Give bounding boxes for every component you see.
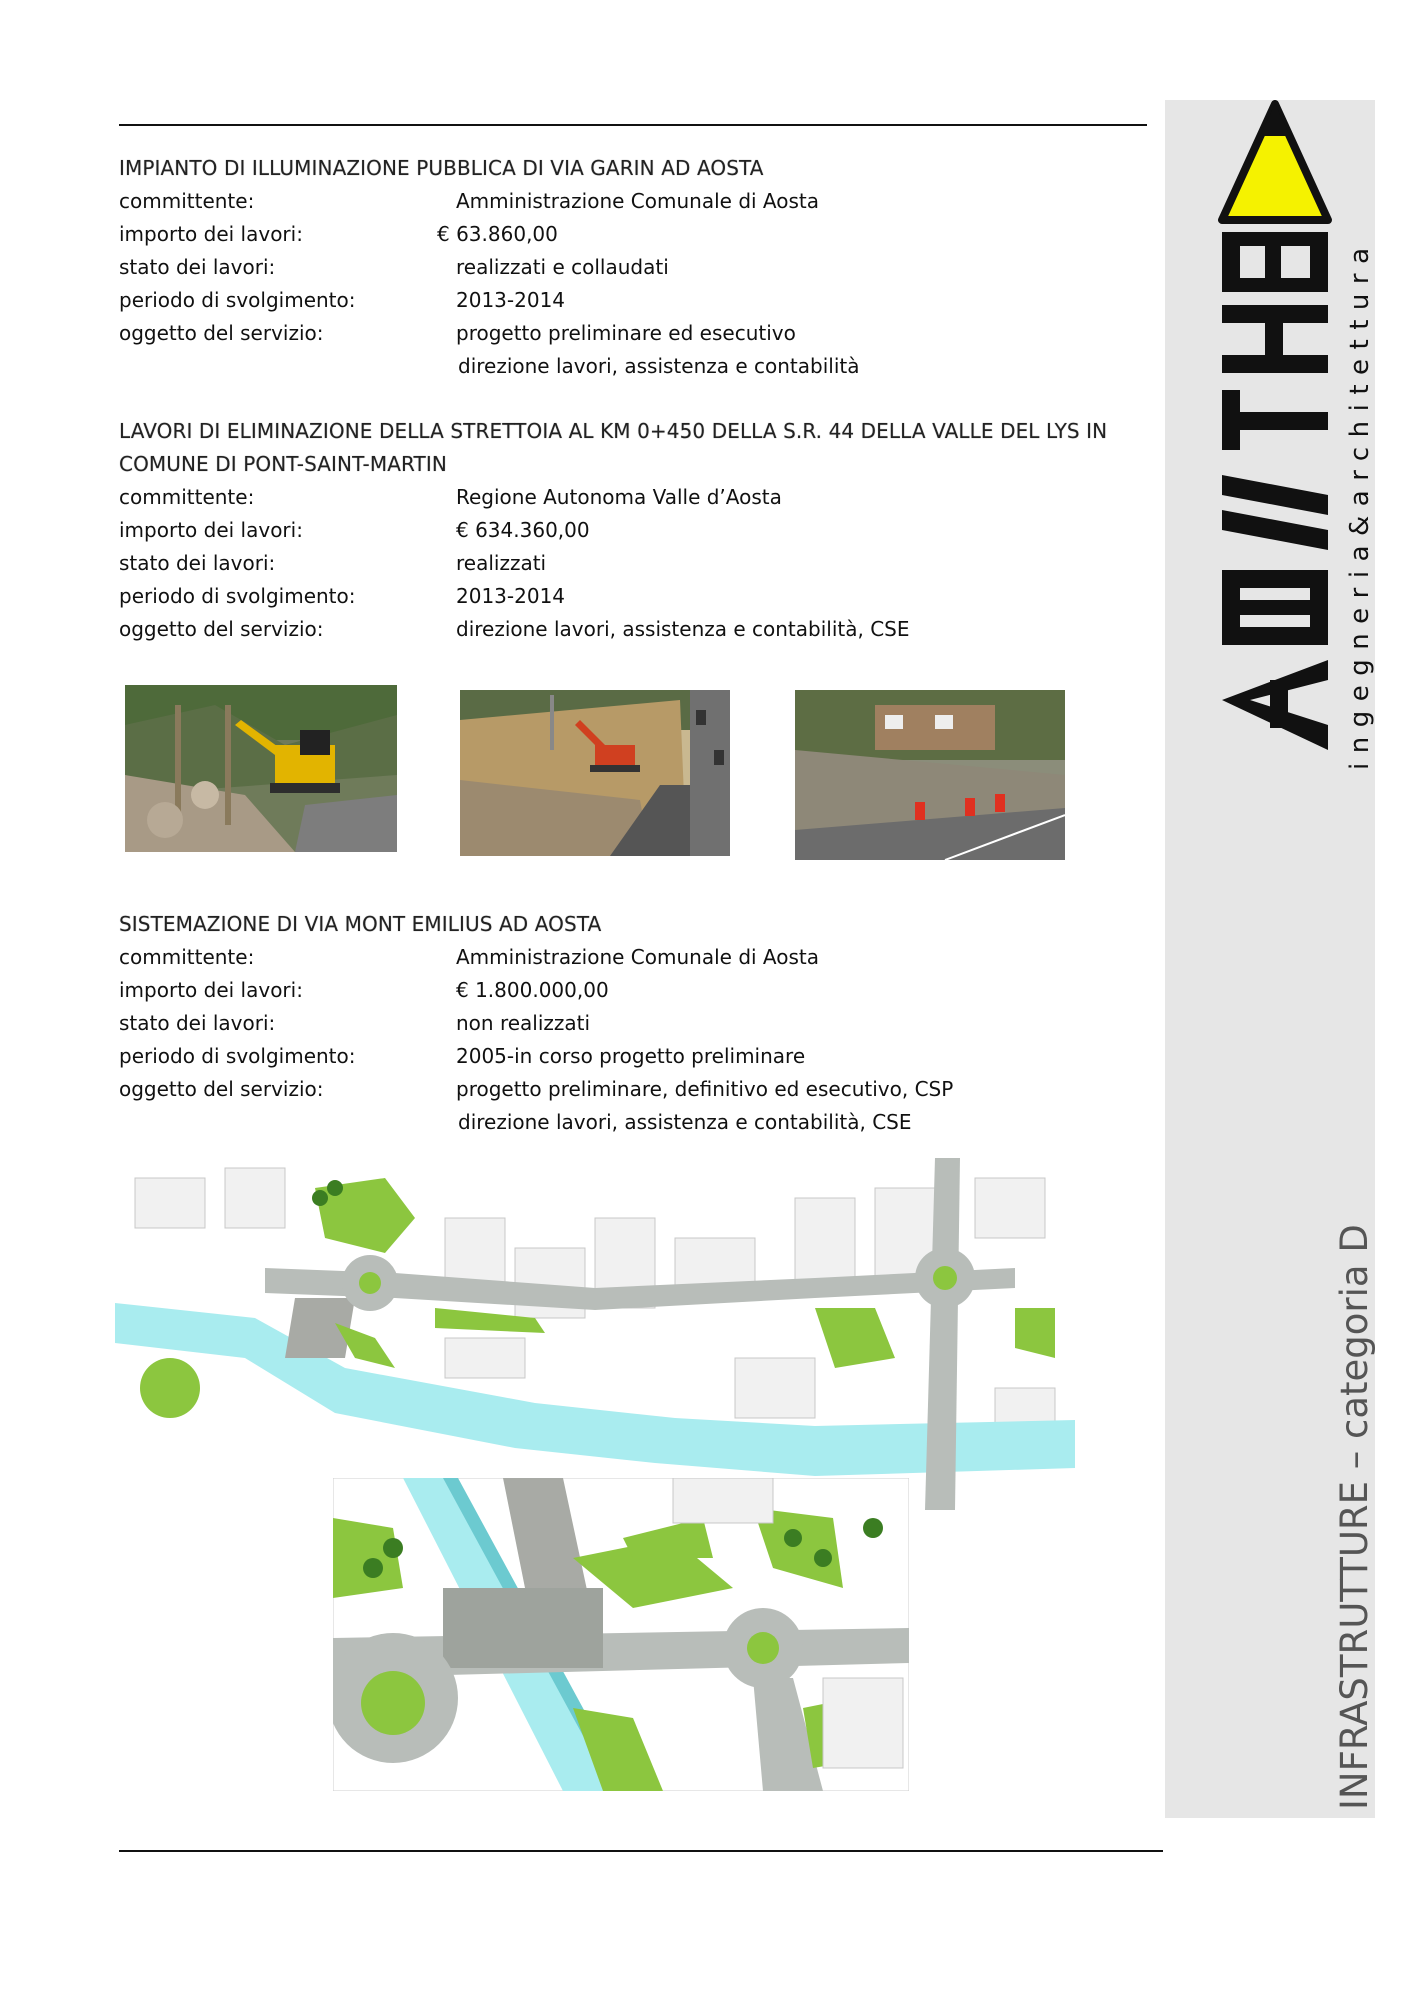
top-rule (119, 124, 1147, 126)
amount-label: importo dei lavori: (119, 518, 303, 542)
project-3-period-row (119, 1040, 1149, 1073)
project-3-service-row (119, 1073, 1149, 1106)
client-label: committente: (119, 945, 255, 969)
service-label: oggetto del servizio: (119, 1077, 324, 1101)
project-3-amount-row (119, 974, 1149, 1007)
amount-value: € 634.360,00 (456, 518, 590, 542)
project-2-service-row (119, 613, 1149, 646)
project-1-service-cont-row (119, 350, 1149, 383)
period-value: 2013-2014 (456, 584, 566, 608)
project-1-title: IMPIANTO DI ILLUMINAZIONE PUBBLICA DI VIA GARIN AD AOSTA (119, 156, 764, 180)
amount-label: importo dei lavori: (119, 978, 303, 1002)
site-plan-overview (115, 1158, 1080, 1510)
site-photo-stone-wall (795, 690, 1065, 860)
status-label: stato dei lavori: (119, 551, 276, 575)
project-3-client-row (119, 941, 1149, 974)
service-value: direzione lavori, assistenza e contabilità, CSE (456, 617, 910, 641)
service-continuation: direzione lavori, assistenza e contabilità (458, 354, 860, 378)
project-1-status-row (119, 251, 1149, 284)
project-2-title-line1: LAVORI DI ELIMINAZIONE DELLA STRETTOIA AL KM 0+450 DELLA S.R. 44 DELLA VALLE DEL LYS IN (119, 419, 1108, 443)
client-label: committente: (119, 485, 255, 509)
project-1-client-row (119, 185, 1149, 218)
client-value: Amministrazione Comunale di Aosta (456, 189, 820, 213)
project-2-title-line2: COMUNE DI PONT-SAINT-MARTIN (119, 452, 447, 476)
project-3-title: SISTEMAZIONE DI VIA MONT EMILIUS AD AOSTA (119, 912, 602, 936)
logo-tagline: ingegneria&architettura (1345, 238, 1375, 770)
client-label: committente: (119, 189, 255, 213)
site-photo-excavator (125, 685, 397, 852)
project-3-service-cont-row (119, 1106, 1149, 1139)
status-value: realizzati (456, 551, 547, 575)
company-logo (1210, 100, 1340, 770)
status-value: non realizzati (456, 1011, 591, 1035)
project-3 (119, 908, 1149, 1139)
amount-value: € 63.860,00 (437, 222, 558, 246)
service-value: progetto preliminare, definitivo ed esecutivo, CSP (456, 1077, 954, 1101)
project-1-period-row (119, 284, 1149, 317)
period-value: 2013-2014 (456, 288, 566, 312)
period-label: periodo di svolgimento: (119, 1044, 356, 1068)
project-2-client-row (119, 481, 1149, 514)
site-photo-roadwork (460, 690, 730, 856)
service-label: oggetto del servizio: (119, 321, 324, 345)
service-label: oggetto del servizio: (119, 617, 324, 641)
status-label: stato dei lavori: (119, 1011, 276, 1035)
site-plan-detail (333, 1478, 909, 1791)
status-value: realizzati e collaudati (456, 255, 669, 279)
category-label: INFRASTRUTTURE – categoria D (1333, 1224, 1376, 1810)
project-1 (119, 152, 1149, 383)
project-1-amount-row (119, 218, 1149, 251)
project-2-status-row (119, 547, 1149, 580)
project-2-period-row (119, 580, 1149, 613)
client-value: Amministrazione Comunale di Aosta (456, 945, 820, 969)
project-2 (119, 415, 1149, 646)
amount-label: importo dei lavori: (119, 222, 303, 246)
period-label: periodo di svolgimento: (119, 288, 356, 312)
status-label: stato dei lavori: (119, 255, 276, 279)
service-value: progetto preliminare ed esecutivo (456, 321, 796, 345)
service-continuation: direzione lavori, assistenza e contabilità, CSE (458, 1110, 912, 1134)
client-value: Regione Autonoma Valle d’Aosta (456, 485, 782, 509)
period-label: periodo di svolgimento: (119, 584, 356, 608)
amount-value: € 1.800.000,00 (456, 978, 609, 1002)
project-2-amount-row (119, 514, 1149, 547)
project-1-service-row (119, 317, 1149, 350)
project-3-status-row (119, 1007, 1149, 1040)
bottom-rule (119, 1850, 1163, 1852)
period-value: 2005-in corso progetto preliminare (456, 1044, 806, 1068)
